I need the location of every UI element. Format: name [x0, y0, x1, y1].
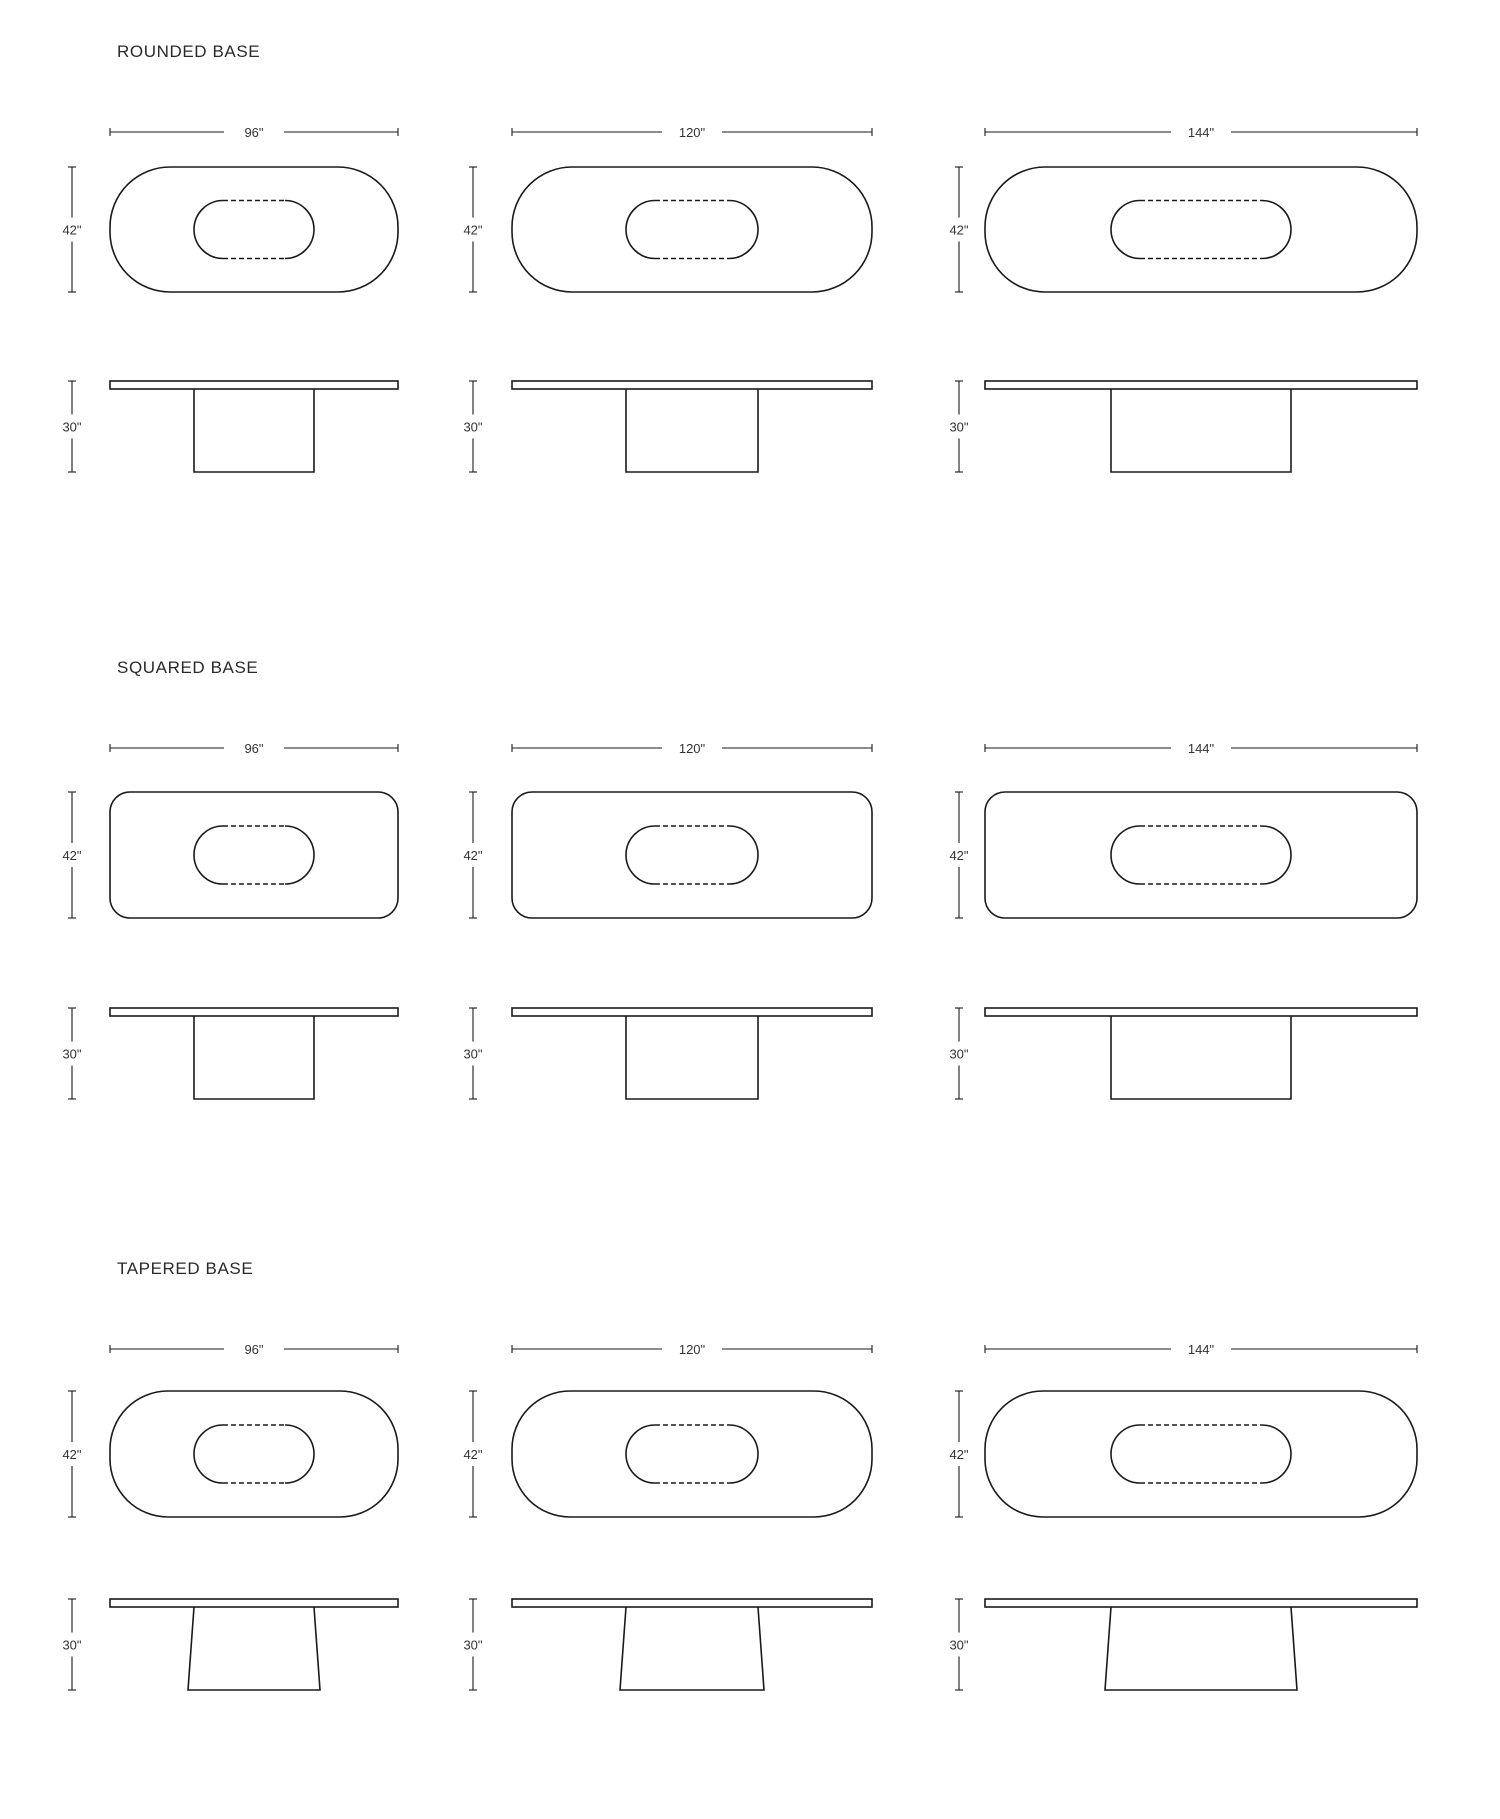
- base-footprint-end: [1262, 201, 1291, 259]
- table-drawing: [463, 741, 872, 1099]
- base-elevation: [1105, 1607, 1297, 1690]
- base-footprint-end: [1111, 826, 1140, 884]
- length-label: 120": [678, 1342, 706, 1357]
- base-elevation: [626, 389, 758, 472]
- table-drawing: [62, 1342, 398, 1690]
- base-footprint-end: [285, 826, 314, 884]
- tabletop-plan-outline: [985, 792, 1417, 918]
- height-label: 30": [949, 1046, 969, 1062]
- table-drawing: [949, 741, 1417, 1099]
- length-label: 144": [1187, 741, 1215, 756]
- base-footprint-end: [194, 826, 223, 884]
- base-footprint-end: [1111, 201, 1140, 259]
- base-footprint-end: [194, 1425, 223, 1483]
- width-label: 42": [62, 1447, 82, 1462]
- height-label: 30": [463, 1046, 483, 1062]
- table-drawing: [463, 1342, 872, 1690]
- base-footprint-end: [194, 201, 223, 259]
- base-elevation: [1111, 1016, 1291, 1099]
- table-drawing: [62, 125, 398, 472]
- length-label: 120": [678, 125, 706, 140]
- tabletop-elevation: [985, 1599, 1417, 1607]
- table-drawing: [62, 741, 398, 1099]
- table-drawing: [463, 125, 872, 472]
- base-footprint-end: [285, 201, 314, 259]
- section-tapered: [62, 1259, 1417, 1690]
- base-footprint-end: [626, 826, 655, 884]
- length-label: 144": [1187, 1342, 1215, 1357]
- length-label: 144": [1187, 125, 1215, 140]
- tabletop-elevation: [110, 381, 398, 389]
- width-label: 42": [949, 222, 969, 238]
- base-footprint-end: [626, 1425, 655, 1483]
- tabletop-plan-outline: [110, 792, 398, 918]
- tabletop-plan-outline: [110, 1391, 398, 1517]
- length-label: 96": [244, 125, 264, 140]
- height-label: 30": [62, 419, 82, 435]
- width-label: 42": [463, 222, 483, 238]
- section-title: SQUARED BASE: [117, 658, 259, 677]
- height-label: 30": [62, 1637, 82, 1653]
- section-title: TAPERED BASE: [117, 1259, 254, 1278]
- table-drawing: [949, 125, 1417, 472]
- base-footprint-end: [626, 201, 655, 259]
- tabletop-plan-outline: [512, 792, 872, 918]
- tabletop-plan-outline: [985, 1391, 1417, 1517]
- tabletop-elevation: [512, 1599, 872, 1607]
- tabletop-plan-outline: [985, 167, 1417, 292]
- tabletop-elevation: [512, 381, 872, 389]
- base-footprint-end: [729, 1425, 758, 1483]
- base-elevation: [1111, 389, 1291, 472]
- height-label: 30": [62, 1046, 82, 1062]
- height-label: 30": [463, 1637, 483, 1653]
- height-label: 30": [463, 419, 483, 435]
- section-squared: [62, 658, 1417, 1099]
- base-footprint-end: [729, 826, 758, 884]
- width-label: 42": [463, 848, 483, 863]
- tabletop-elevation: [110, 1599, 398, 1607]
- width-label: 42": [949, 1447, 969, 1462]
- table-drawing: [949, 1342, 1417, 1690]
- tabletop-plan-outline: [110, 167, 398, 292]
- section-title: ROUNDED BASE: [117, 42, 261, 61]
- width-label: 42": [62, 222, 82, 238]
- height-label: 30": [949, 1637, 969, 1653]
- tabletop-elevation: [985, 1008, 1417, 1016]
- width-label: 42": [463, 1447, 483, 1462]
- section-rounded: [62, 42, 1417, 472]
- length-label: 96": [244, 1342, 264, 1357]
- tabletop-elevation: [110, 1008, 398, 1016]
- base-footprint-end: [1262, 826, 1291, 884]
- base-footprint-end: [1111, 1425, 1140, 1483]
- tabletop-plan-outline: [512, 167, 872, 292]
- base-elevation: [194, 1016, 314, 1099]
- tabletop-plan-outline: [512, 1391, 872, 1517]
- base-footprint-end: [285, 1425, 314, 1483]
- height-label: 30": [949, 419, 969, 435]
- base-footprint-end: [729, 201, 758, 259]
- width-label: 42": [949, 848, 969, 863]
- length-label: 96": [244, 741, 264, 756]
- tabletop-elevation: [985, 381, 1417, 389]
- base-elevation: [194, 389, 314, 472]
- base-footprint-end: [1262, 1425, 1291, 1483]
- width-label: 42": [62, 848, 82, 863]
- length-label: 120": [678, 741, 706, 756]
- base-elevation: [188, 1607, 320, 1690]
- base-elevation: [626, 1016, 758, 1099]
- tabletop-elevation: [512, 1008, 872, 1016]
- base-elevation: [620, 1607, 764, 1690]
